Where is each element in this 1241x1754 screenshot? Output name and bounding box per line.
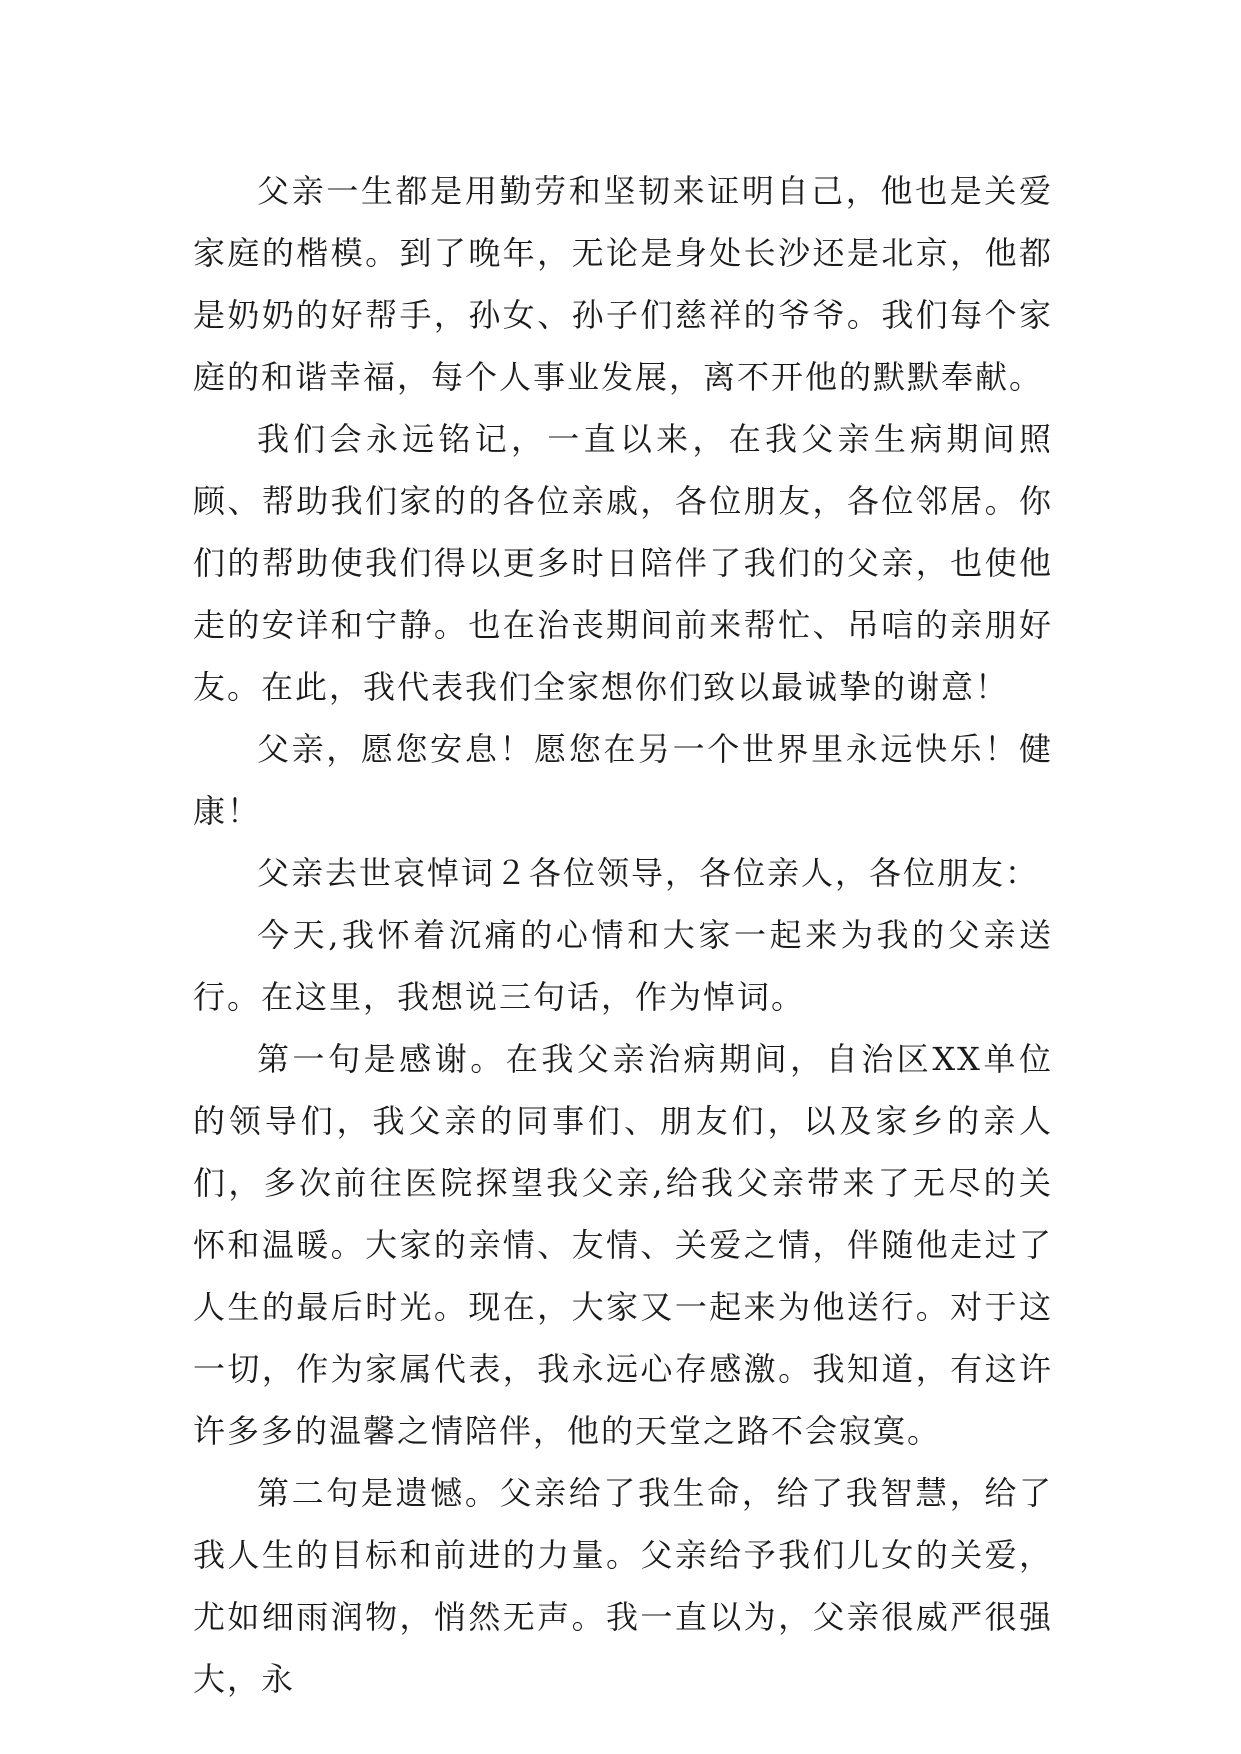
paragraph-4: 父亲去世哀悼词２各位领导，各位亲人，各位朋友： xyxy=(257,854,1040,892)
document-body xyxy=(193,160,1053,1710)
paragraph-5: 今天,我怀着沉痛的心情和大家一起来为我的父亲送行。在这里，我想说三句话，作为悼词。 xyxy=(193,916,1053,1016)
paragraph-6: 第一句是感谢。在我父亲治病期间，自治区XX单位的领导们，我父亲的同事们、朋友们，以及家乡的亲人们，多次前往医院探望我父亲,给我父亲带来了无尽的关怀和温暖。大家的亲情、友情、关爱之情，伴随他走过了人生的最后时光。现在，大家又一起来为他送行。对于这一切，作为家属代表，我永远心存感激。我知道，有这许许多多的温馨之情陪伴，他的天堂之路不会寂寞。 xyxy=(193,1040,1053,1450)
paragraph-3: 父亲，愿您安息！愿您在另一个世界里永远快乐！健康！ xyxy=(193,730,1053,830)
paragraph-7: 第二句是遗憾。父亲给了我生命，给了我智慧，给了我人生的目标和前进的力量。父亲给予我们儿女的关爱，尤如细雨润物，悄然无声。我一直以为，父亲很威严很强大，永 xyxy=(193,1474,1053,1698)
paragraph-2: 我们会永远铭记，一直以来，在我父亲生病期间照顾、帮助我们家的的各位亲戚，各位朋友，各位邻居。你们的帮助使我们得以更多时日陪伴了我们的父亲，也使他走的安详和宁静。也在治丧期间前来帮忙、吊唁的亲朋好友。在此，我代表我们全家想你们致以最诚挚的谢意！ xyxy=(193,420,1053,706)
paragraph-1: 父亲一生都是用勤劳和坚韧来证明自己，他也是关爱家庭的楷模。到了晚年，无论是身处长沙还是北京，他都是奶奶的好帮手，孙女、孙子们慈祥的爷爷。我们每个家庭的和谐幸福，每个人事业发展，离不开他的默默奉献。 xyxy=(193,172,1053,396)
